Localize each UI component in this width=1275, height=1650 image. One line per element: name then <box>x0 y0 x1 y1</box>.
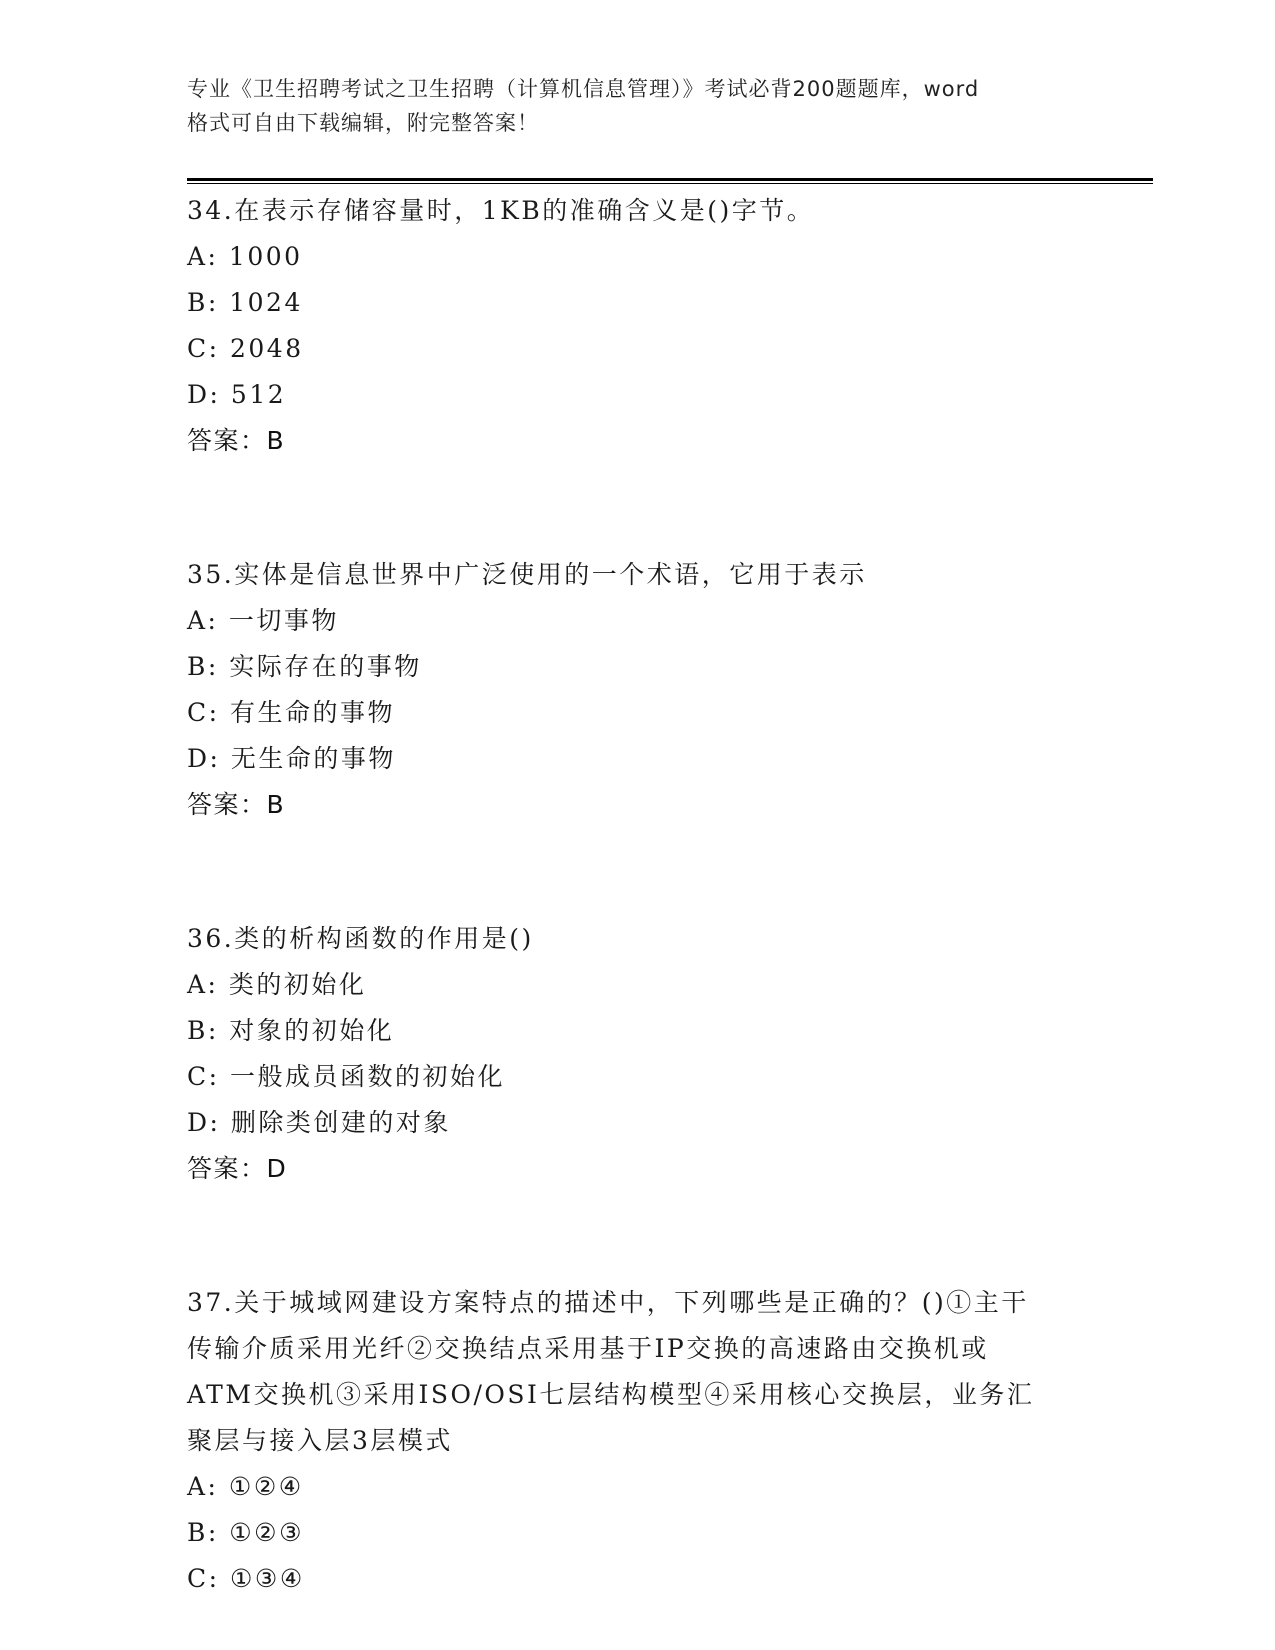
header-line-2: 格式可自由下载编辑，附完整答案！ <box>187 111 539 135</box>
header-divider-thin <box>187 183 1153 184</box>
option-a: A: 1000 <box>187 242 303 271</box>
option-d: D: 无生命的事物 <box>187 744 396 773</box>
question-stem <box>187 916 1107 962</box>
question-stem-line: 35.实体是信息世界中广泛使用的一个术语，它用于表示 <box>187 560 867 589</box>
header-divider-thick <box>187 178 1153 181</box>
option-d: D: 删除类创建的对象 <box>187 1108 451 1137</box>
spacer <box>187 828 1107 916</box>
answer-line: 答案：D <box>187 1154 288 1183</box>
question-item <box>187 552 1107 828</box>
question-stem-line: 聚层与接入层3层模式 <box>187 1426 453 1455</box>
option-b: B: 实际存在的事物 <box>187 652 422 681</box>
option-d: D: 512 <box>187 380 287 409</box>
option-b: B: 1024 <box>187 288 303 317</box>
answer-line: 答案：B <box>187 790 286 819</box>
question-item <box>187 188 1107 464</box>
question-stem-line: ATM交换机③采用ISO/OSI七层结构模型④采用核心交换层，业务汇 <box>187 1380 1035 1409</box>
option-b: B: 对象的初始化 <box>187 1016 395 1045</box>
spacer <box>187 464 1107 552</box>
spacer <box>187 1192 1107 1280</box>
option-c: C: ①③④ <box>187 1564 305 1593</box>
question-stem <box>187 1280 1107 1464</box>
option-a: A: ①②④ <box>187 1472 304 1501</box>
option-a: A: 类的初始化 <box>187 970 367 999</box>
option-c: C: 一般成员函数的初始化 <box>187 1062 505 1091</box>
question-stem <box>187 552 1107 598</box>
question-stem-line: 传输介质采用光纤②交换结点采用基于IP交换的高速路由交换机或 <box>187 1334 989 1363</box>
question-list <box>187 188 1107 1602</box>
option-b: B: ①②③ <box>187 1518 304 1547</box>
option-c: C: 2048 <box>187 334 304 363</box>
option-a: A: 一切事物 <box>187 606 339 635</box>
question-stem-line: 37.关于城域网建设方案特点的描述中，下列哪些是正确的？()①主干 <box>187 1288 1029 1317</box>
question-item <box>187 916 1107 1192</box>
header-line-1: 专业《卫生招聘考试之卫生招聘（计算机信息管理）》考试必背200题题库，word <box>187 77 980 101</box>
question-stem <box>187 188 1107 234</box>
question-item <box>187 1280 1107 1602</box>
question-stem-line: 36.类的析构函数的作用是() <box>187 924 534 953</box>
option-c: C: 有生命的事物 <box>187 698 395 727</box>
document-header <box>187 72 1087 140</box>
answer-line: 答案：B <box>187 426 286 455</box>
question-stem-line: 34.在表示存储容量时，1KB的准确含义是()字节。 <box>187 196 815 225</box>
